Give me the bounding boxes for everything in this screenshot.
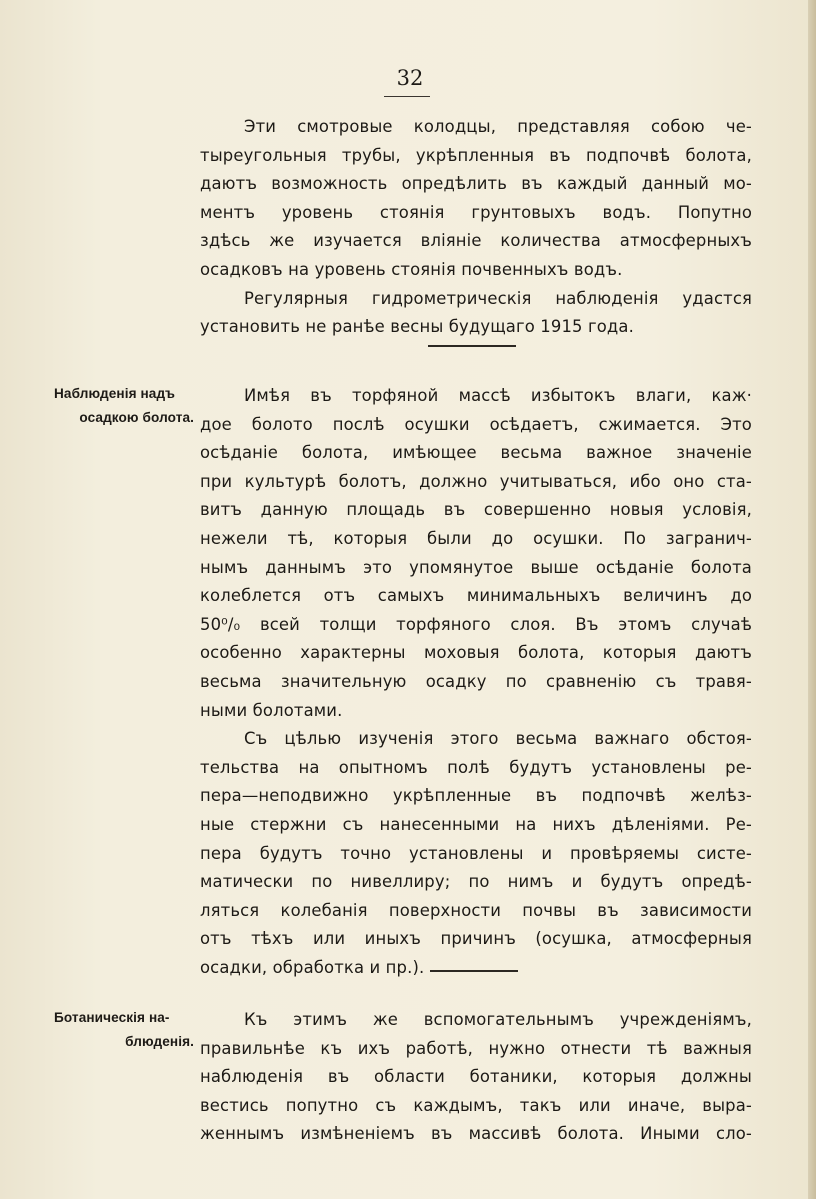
text-line: нымъ даннымъ это упомянутое выше осѣданіе болота	[200, 557, 752, 577]
margin-note-subsidence	[54, 382, 194, 430]
text-line: установить не ранѣе весны будущаго 1915 года.	[200, 317, 634, 337]
section-divider	[430, 970, 518, 972]
text-line: матически по нивеллиру; по нимъ и будутъ опредѣ-	[200, 872, 752, 892]
text-line: осадковъ на уровень стоянія почвенныхъ водъ.	[200, 259, 623, 279]
text-line: 50⁰/₀ всей толщи торфяного слоя. Въ этомъ случаѣ	[200, 614, 752, 634]
section-divider	[428, 345, 516, 347]
text-line: колеблется отъ самыхъ минимальныхъ величинъ до	[200, 586, 752, 606]
text-line: пера будутъ точно установлены и провѣряемы систе-	[200, 843, 752, 863]
page-number-rule	[384, 96, 430, 97]
text-line: витъ данную площадь въ совершенно новыя условія,	[200, 500, 752, 520]
paragraph-intro	[200, 113, 752, 342]
text-line: тыреугольныя трубы, укрѣпленныя въ подпочвѣ болота,	[200, 145, 752, 165]
margin-note-botany	[54, 1006, 194, 1054]
text-line: вестись попутно съ каждымъ, такъ или иначе, выра-	[200, 1095, 752, 1115]
text-line: особенно характерны моховыя болота, которыя даютъ	[200, 643, 752, 663]
text-line: Къ этимъ же вспомогательнымъ учрежденіямъ,	[244, 1010, 752, 1029]
margin-note-line: Наблюденія надъ	[54, 386, 176, 401]
text-line: здѣсь же изучается вліяніе количества атмосферныхъ	[200, 231, 752, 251]
text-line: ными болотами.	[200, 700, 343, 720]
text-line: правильнѣе къ ихъ работѣ, нужно отнести тѣ важныя	[200, 1038, 752, 1058]
text-line: ные стержни съ нанесенными на нихъ дѣленіями. Ре-	[200, 814, 752, 834]
text-line: отъ тѣхъ или иныхъ причинъ (осушка, атмосферныя	[200, 929, 752, 949]
text-line: наблюденія въ области ботаники, которыя должны	[200, 1067, 752, 1087]
paragraph-botany	[200, 1006, 752, 1149]
margin-note-line: Ботаническія на-	[54, 1010, 170, 1025]
text-line: Имѣя въ торфяной массѣ избытокъ влаги, каж·	[244, 386, 752, 405]
text-line: осѣданіе болота, имѣющее весьма важное значеніе	[200, 443, 752, 463]
text-line: Эти смотровые колодцы, представляя собою че-	[244, 117, 752, 136]
text-line: Регулярныя гидрометрическія наблюденія удастся	[244, 288, 752, 308]
text-line: пера—неподвижно укрѣпленные въ подпочвѣ желѣз-	[200, 786, 752, 806]
text-line: женнымъ измѣненіемъ въ массивѣ болота. Иными сло-	[200, 1124, 752, 1144]
page-number: 32	[396, 66, 424, 90]
text-line: Съ цѣлью изученія этого весьма важнаго обстоя-	[244, 729, 752, 749]
paragraph-subsidence	[200, 382, 752, 982]
text-line: дое болото послѣ осушки осѣдаетъ, сжимается. Это	[200, 414, 752, 434]
text-line: ляться колебанія поверхности почвы въ зависимости	[200, 900, 752, 920]
text-line: тельства на опытномъ полѣ будутъ установлены ре-	[200, 757, 752, 777]
text-line: ментъ уровень стоянія грунтовыхъ водъ. Попутно	[200, 202, 752, 222]
text-line: даютъ возможность опредѣлить въ каждый данный мо-	[200, 174, 752, 194]
text-line: нежели тѣ, которыя были до осушки. По загранич-	[200, 528, 752, 548]
margin-note-line: осадкою болота.	[79, 410, 194, 425]
text-line: при культурѣ болотъ, должно учитываться, ибо оно ста-	[200, 471, 752, 491]
text-line: весьма значительную осадку по сравненію съ травя-	[200, 671, 752, 691]
margin-note-line: блюденія.	[125, 1034, 194, 1049]
book-spine-shadow	[808, 0, 816, 1199]
text-line: осадки, обработка и пр.).	[200, 957, 425, 977]
